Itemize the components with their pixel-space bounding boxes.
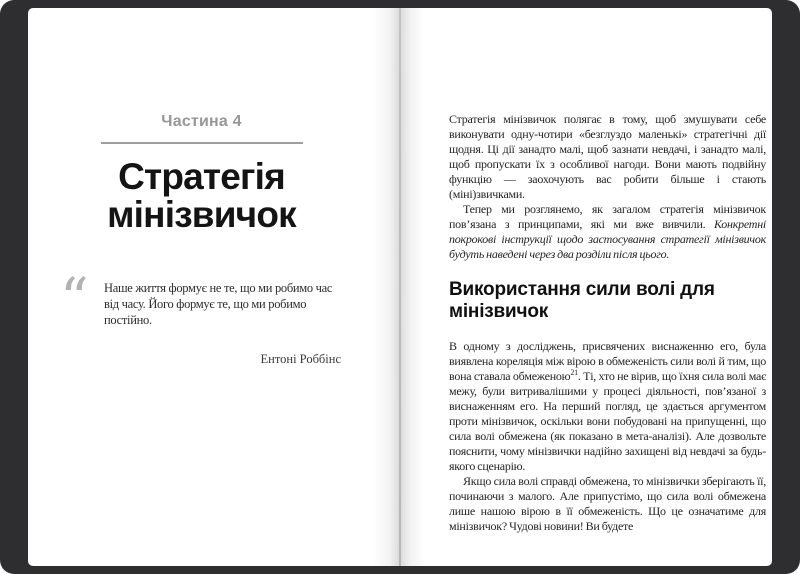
quotation-mark-icon: “ [60,267,89,332]
paragraph-2-italic: Конкретні покрокові інструкції щодо застосування стратегії мінізвичок будуть наведені через два розділи після цього. [449,217,766,261]
book-spread [28,8,772,566]
chapter-title-line1: Стратегія [118,156,285,197]
right-page[interactable] [401,8,772,566]
epigraph-quote [60,267,341,367]
paragraph-1: Стратегія мінізвичок полягає в тому, щоб змушувати себе виконувати одну-чотири «безглуздо маленькі» стратегічні дії щодня. Ці дії занадто малі, щоб зазнати невдачі, і занадто малі, щоб пропускати їх з особливої нагоди. Вони мають подвійну функцію — заохочують вас робити більше і стають (міні)звичками. [449,112,766,201]
part-label: Частина 4 [161,113,242,130]
section-heading: Використання сили волі для мінізвичок [449,279,715,322]
quote-text: Наше життя формує не те, що ми робимо час від часу. Його формує те, що ми робимо постійно. [104,281,333,327]
paragraph-3 [449,339,766,474]
paragraph-2-normal: Тепер ми розглянемо, як загалом стратегія мінізвичок пов’язана з принципами, які ми вже вивчили. [449,202,766,231]
paragraph-2 [449,202,766,262]
chapter-title-line2: мінізвичок [107,194,296,235]
part-divider-line [101,142,303,144]
footnote-reference[interactable]: 21 [570,368,578,377]
quote-author: Ентоні Роббінс [260,352,341,366]
paragraph-3-part1: В одному з досліджень, присвячених виснаженню его, була виявлена кореляція між вірою в обмеженість сили волі й тим, що вона ставала обмеженою [449,339,766,383]
left-page[interactable] [28,8,399,566]
paragraph-4: Якщо сила волі справді обмежена, то мінізвички зберігають її, починаючи з малого. Але припустімо, що сила волі обмежена лише нашою вірою в її обмеженість. Що це означатиме для мінізвичок? Чудові новини! Ви будете [449,474,766,533]
paragraph-3-part2: . Ті, хто не вірив, що їхня сила волі має межу, були витривалішими у процесі діяльності, пов’язаної з виснаженням его. На перший погляд, це здається аргументом проти мінізвичок, оскільки вони побудовані на припущенні, що сила волі обмежена (як показано в мета-аналізі). Але дозвольте пояснити, чому мінізвички надійно захищені від невдачі за будь-якого сценарію. [449,369,766,473]
chapter-title [62,158,341,234]
